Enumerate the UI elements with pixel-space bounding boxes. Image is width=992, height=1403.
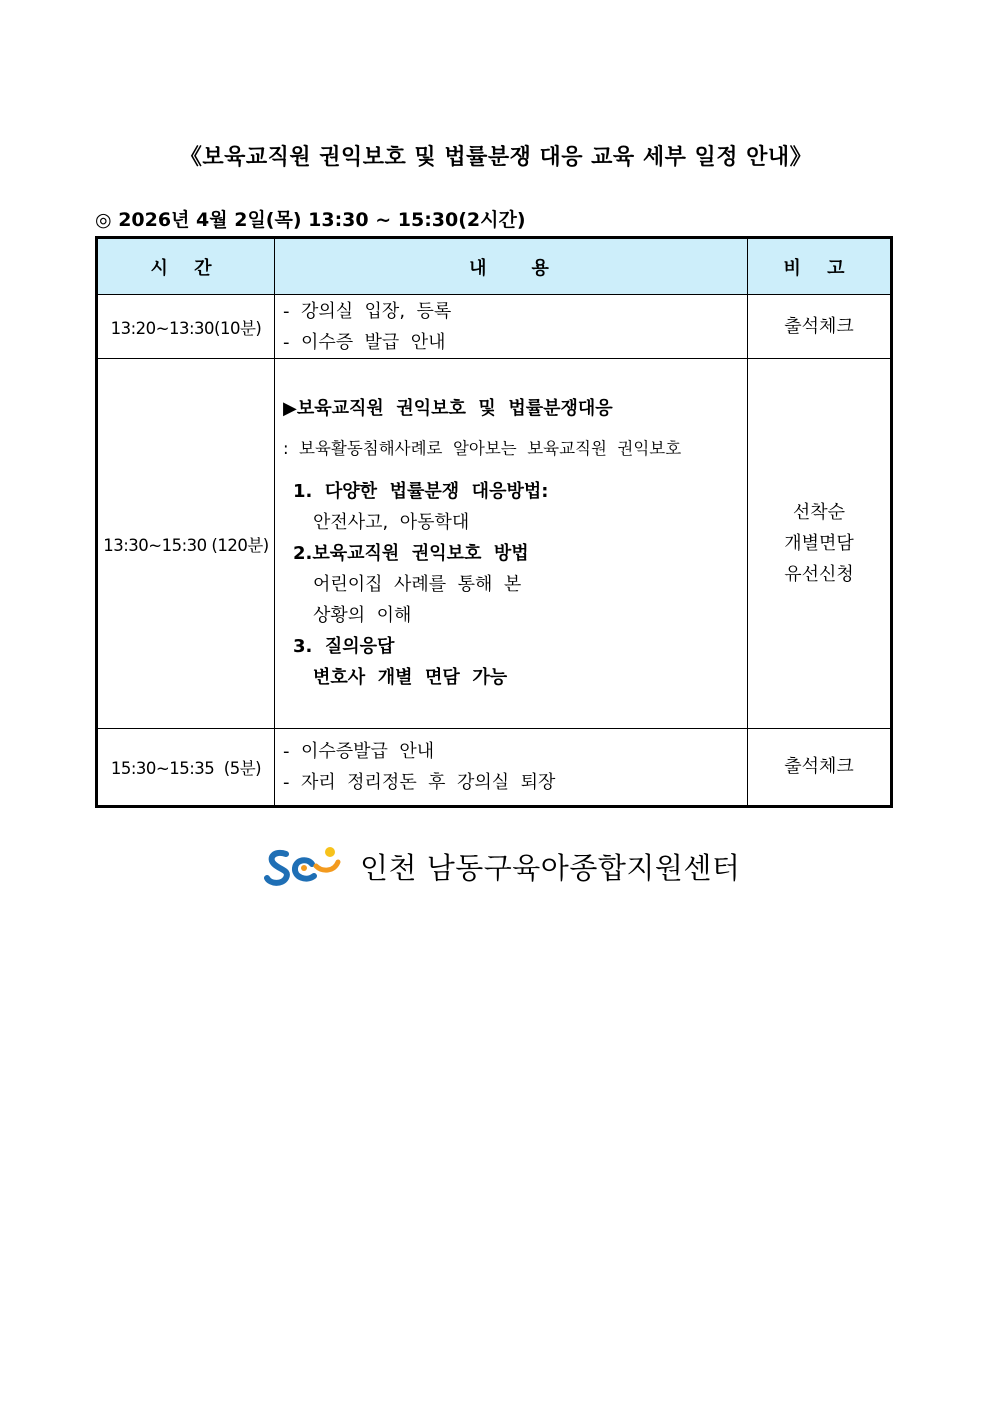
row-content — [275, 359, 748, 729]
note-line: 유선신청 — [784, 564, 854, 585]
row-note: 출석체크 — [748, 295, 892, 359]
row-time: 13:30~15:30 (120분) — [97, 359, 275, 729]
agenda-item: 2.보육교직원 권익보호 방법 — [293, 543, 529, 564]
center-name: 인천 남동구육아종합지원센터 — [360, 850, 741, 885]
note-line: 개별면담 — [784, 533, 854, 554]
content-line: - 강의실 입장, 등록 — [283, 300, 452, 322]
session-heading: ▶보육교직원 권익보호 및 법률분쟁대응 — [283, 398, 613, 419]
row-content — [275, 729, 748, 807]
page-title: 《보육교직원 권익보호 및 법률분쟁 대응 교육 세부 일정 안내》 — [179, 145, 813, 170]
table-header-row — [97, 238, 892, 295]
header-note: 비 고 — [748, 238, 892, 295]
row-note — [748, 359, 892, 729]
row-time: 13:20~13:30(10분) — [97, 295, 275, 359]
center-logo — [264, 844, 740, 888]
content-line: - 이수증발급 안내 — [283, 741, 435, 762]
agenda-item: 상황의 이해 — [313, 605, 412, 626]
header-time: 시 간 — [97, 238, 275, 295]
table-row — [97, 359, 892, 729]
row-time: 15:30~15:35 (5분) — [97, 729, 275, 807]
agenda-item: 3. 질의응답 — [293, 636, 395, 657]
center-logo-icon — [264, 844, 346, 888]
content-line: - 이수증 발급 안내 — [283, 331, 446, 353]
agenda-item: 안전사고, 아동학대 — [313, 512, 470, 533]
note-line: 선착순 — [792, 502, 846, 523]
agenda-item: 1. 다양한 법률분쟁 대응방법: — [293, 481, 549, 502]
table-row — [97, 729, 892, 807]
table-row — [97, 295, 892, 359]
header-content: 내 용 — [275, 238, 748, 295]
schedule-table — [95, 236, 893, 808]
agenda-item: 어린이집 사례를 통해 본 — [313, 574, 522, 595]
session-subtitle: : 보육활동침해사례로 알아보는 보육교직원 권익보호 — [283, 439, 682, 458]
agenda-item: 변호사 개별 면담 가능 — [313, 667, 508, 688]
row-note: 출석체크 — [748, 729, 892, 807]
event-date: ◎ 2026년 4월 2일(목) 13:30 ~ 15:30(2시간) — [95, 209, 526, 231]
content-line: - 자리 정리정돈 후 강의실 퇴장 — [283, 772, 556, 793]
row-content — [275, 295, 748, 359]
